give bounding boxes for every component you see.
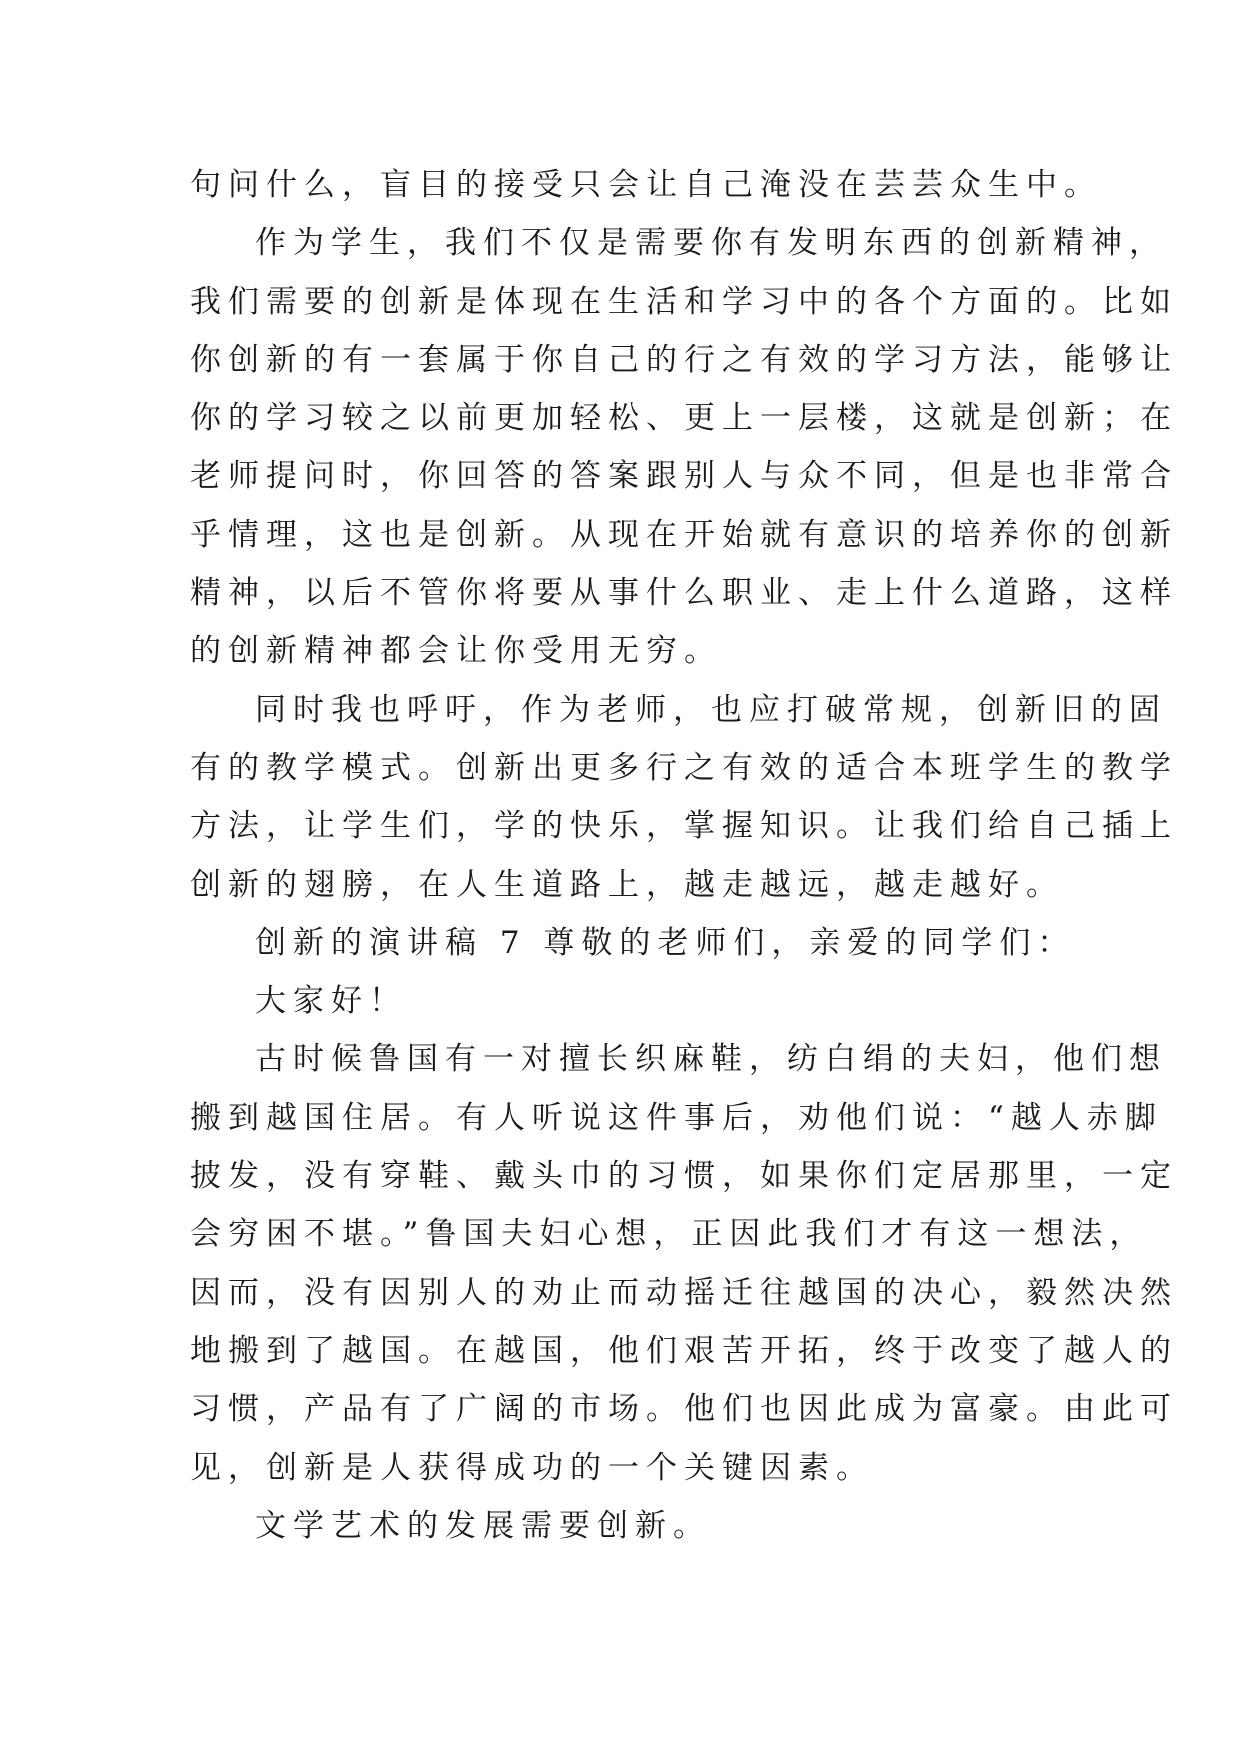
text-line: 你创新的有一套属于你自己的行之有效的学习方法，能够让 xyxy=(190,341,1178,378)
text-line: 创新的翅膀，在人生道路上，越走越远，越走越好。 xyxy=(190,866,1064,903)
text-line: 我们需要的创新是体现在生活和学习中的各个方面的。比如 xyxy=(190,283,1178,320)
text-line: 习惯，产品有了广阔的市场。他们也因此成为富豪。由此可 xyxy=(190,1391,1178,1428)
text-line: 同时我也呼吁，作为老师，也应打破常规，创新旧的固 xyxy=(255,691,1167,728)
document-page xyxy=(190,156,1178,1716)
text-line: 方法，让学生们，学的快乐，掌握知识。让我们给自己插上 xyxy=(190,808,1178,845)
text-line: 因而，没有因别人的劝止而动摇迁往越国的决心，毅然决然 xyxy=(190,1274,1178,1311)
text-line: 老师提问时，你回答的答案跟别人与众不同，但是也非常合 xyxy=(190,458,1178,495)
text-line: 会穷困不堪。”鲁国夫妇心想，正因此我们才有这一想法， xyxy=(190,1216,1148,1253)
text-line: 句问什么，盲目的接受只会让自己淹没在芸芸众生中。 xyxy=(190,167,1102,203)
text-line: 作为学生，我们不仅是需要你有发明东西的创新精神， xyxy=(255,225,1167,262)
text-line: 见，创新是人获得成功的一个关键因素。 xyxy=(190,1449,874,1486)
text-line: 大家好！ xyxy=(255,983,407,1020)
text-line: 地搬到了越国。在越国，他们艰苦开拓，终于改变了越人的 xyxy=(190,1332,1178,1369)
text-line: 乎情理，这也是创新。从现在开始就有意识的培养你的创新 xyxy=(190,516,1178,553)
text-line: 的创新精神都会让你受用无穷。 xyxy=(190,633,722,670)
text-line: 古时候鲁国有一对擅长织麻鞋，纺白绢的夫妇，他们想 xyxy=(255,1041,1167,1078)
text-line: 创新的演讲稿 7 尊敬的老师们，亲爱的同学们： xyxy=(255,924,1076,961)
text-line: 搬到越国住居。有人听说这件事后，劝他们说：“越人赤脚 xyxy=(190,1099,1163,1136)
text-line: 有的教学模式。创新出更多行之有效的适合本班学生的教学 xyxy=(190,749,1178,786)
text-line: 你的学习较之以前更加轻松、更上一层楼，这就是创新；在 xyxy=(190,400,1178,437)
text-line: 文学艺术的发展需要创新。 xyxy=(255,1507,711,1544)
text-line: 精神，以后不管你将要从事什么职业、走上什么道路，这样 xyxy=(190,575,1178,612)
document-body xyxy=(190,156,1178,1555)
text-line: 披发，没有穿鞋、戴头巾的习惯，如果你们定居那里，一定 xyxy=(190,1158,1178,1195)
